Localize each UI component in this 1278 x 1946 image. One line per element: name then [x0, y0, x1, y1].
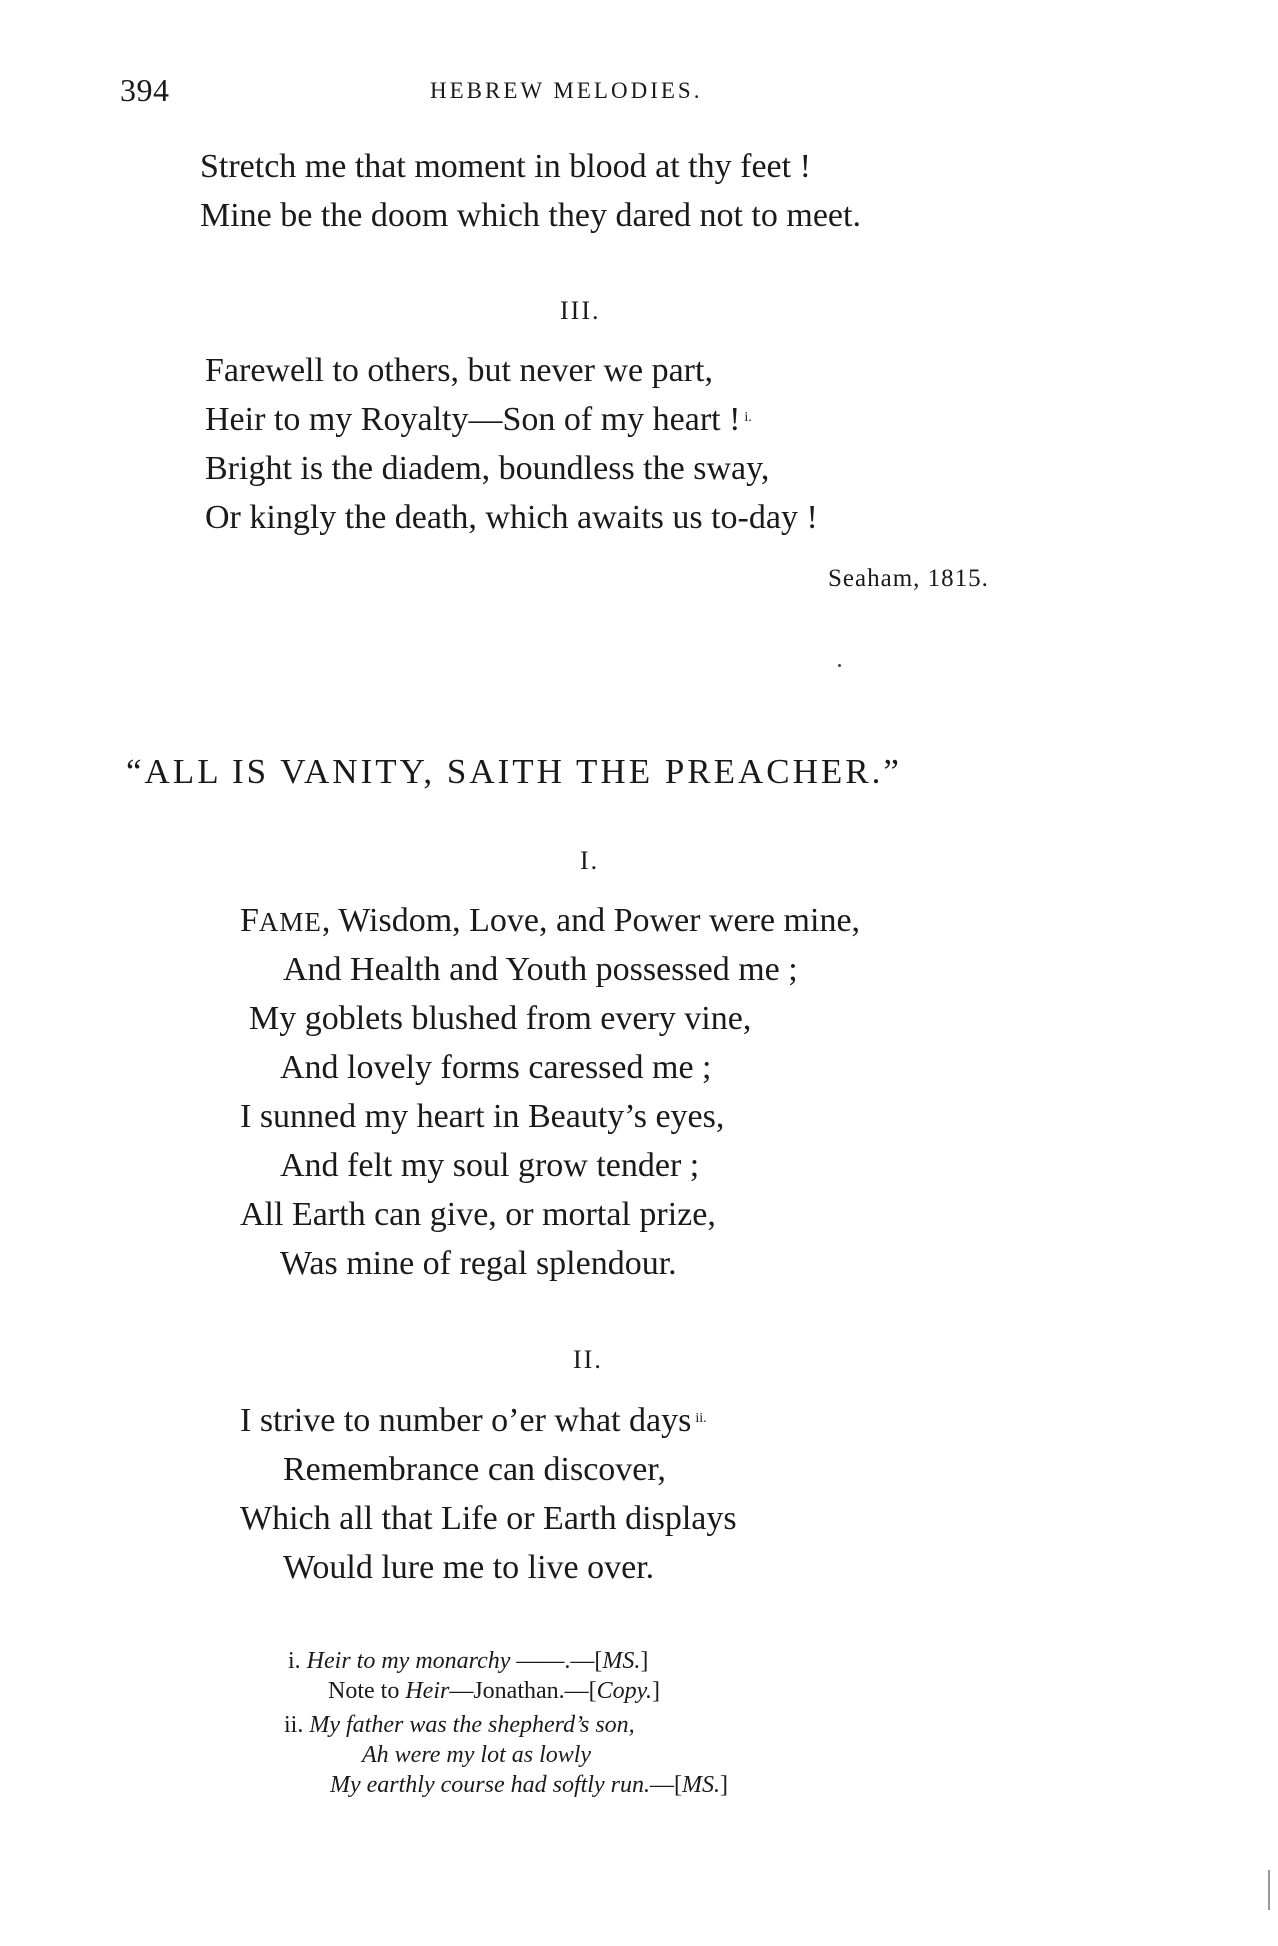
- section-number: II.: [573, 1345, 603, 1374]
- footnote-dash: ——.—[: [510, 1648, 603, 1674]
- footnote-bracket: ]: [640, 1648, 649, 1674]
- footnote-variant: My father was the shepherd’s son,: [309, 1712, 635, 1738]
- verse-line: Which all that Life or Earth displays: [240, 1500, 737, 1537]
- footnote-variant: My earthly course had softly run.: [330, 1772, 650, 1798]
- verse-line: Would lure me to live over.: [283, 1549, 655, 1586]
- verse-line: And felt my soul grow tender ;: [280, 1147, 700, 1184]
- verse-line: Farewell to others, but never we part,: [205, 352, 713, 389]
- footnote-2-line3: [330, 1770, 728, 1800]
- footnote-2-line2: Ah were my lot as lowly: [362, 1742, 592, 1768]
- footnote-source: MS.: [681, 1772, 720, 1798]
- verse-line: Bright is the diadem, boundless the sway,: [205, 450, 770, 487]
- small-caps-word: AME: [258, 907, 322, 937]
- verse-line: Stretch me that moment in blood at thy feet !: [200, 148, 811, 185]
- verse-line: Mine be the doom which they dared not to meet.: [200, 197, 861, 234]
- stray-dot: [838, 664, 841, 667]
- verse-line: [205, 395, 752, 444]
- footnote-text: Note to: [328, 1678, 406, 1704]
- footnote-variant: Heir to my monarchy: [306, 1648, 511, 1674]
- verse-line: [240, 896, 860, 947]
- verse-text: I strive to number o’er what days: [240, 1402, 692, 1439]
- note-marker: i.: [744, 410, 752, 425]
- verse-text: Heir to my Royalty—Son of my heart !: [205, 401, 741, 438]
- page-number: 394: [120, 72, 170, 108]
- note-marker: ii.: [695, 1411, 707, 1426]
- place-date: Seaham, 1815.: [828, 565, 989, 592]
- poem-title: “ALL IS VANITY, SAITH THE PREACHER.”: [126, 752, 902, 791]
- verse-line: And Health and Youth possessed me ;: [283, 951, 798, 988]
- verse-line: Remembrance can discover,: [283, 1451, 666, 1488]
- verse-line: And lovely forms caressed me ;: [280, 1049, 712, 1086]
- footnote-bracket: ]: [719, 1772, 728, 1798]
- footnote-1-line2: [328, 1676, 660, 1706]
- drop-initial: F: [240, 902, 259, 939]
- footnote-marker: ii.: [284, 1712, 304, 1738]
- section-number: I.: [580, 846, 600, 875]
- verse-line: Or kingly the death, which awaits us to-day !: [205, 499, 818, 536]
- verse-line: All Earth can give, or mortal prize,: [240, 1196, 716, 1233]
- section-number: III.: [560, 296, 601, 325]
- verse-line: I sunned my heart in Beauty’s eyes,: [240, 1098, 725, 1135]
- footnote-text: —Jonathan.—[: [449, 1678, 597, 1704]
- footnote-1: [288, 1646, 648, 1676]
- footnote-bracket: ]: [651, 1678, 660, 1704]
- footnote-source: Copy.: [596, 1678, 652, 1704]
- footnote-2: [284, 1710, 635, 1740]
- page-edge-mark: [1268, 1870, 1270, 1910]
- verse-text: , Wisdom, Love, and Power were mine,: [321, 902, 861, 939]
- footnote-source: MS.: [602, 1648, 641, 1674]
- footnote-dash: —[: [649, 1772, 682, 1798]
- running-head: HEBREW MELODIES.: [430, 78, 703, 103]
- verse-line: Was mine of regal splendour.: [280, 1245, 677, 1282]
- footnote-marker: i.: [288, 1648, 301, 1674]
- verse-line: [240, 1396, 707, 1445]
- footnote-italic: Heir: [405, 1678, 450, 1704]
- verse-line: My goblets blushed from every vine,: [249, 1000, 752, 1037]
